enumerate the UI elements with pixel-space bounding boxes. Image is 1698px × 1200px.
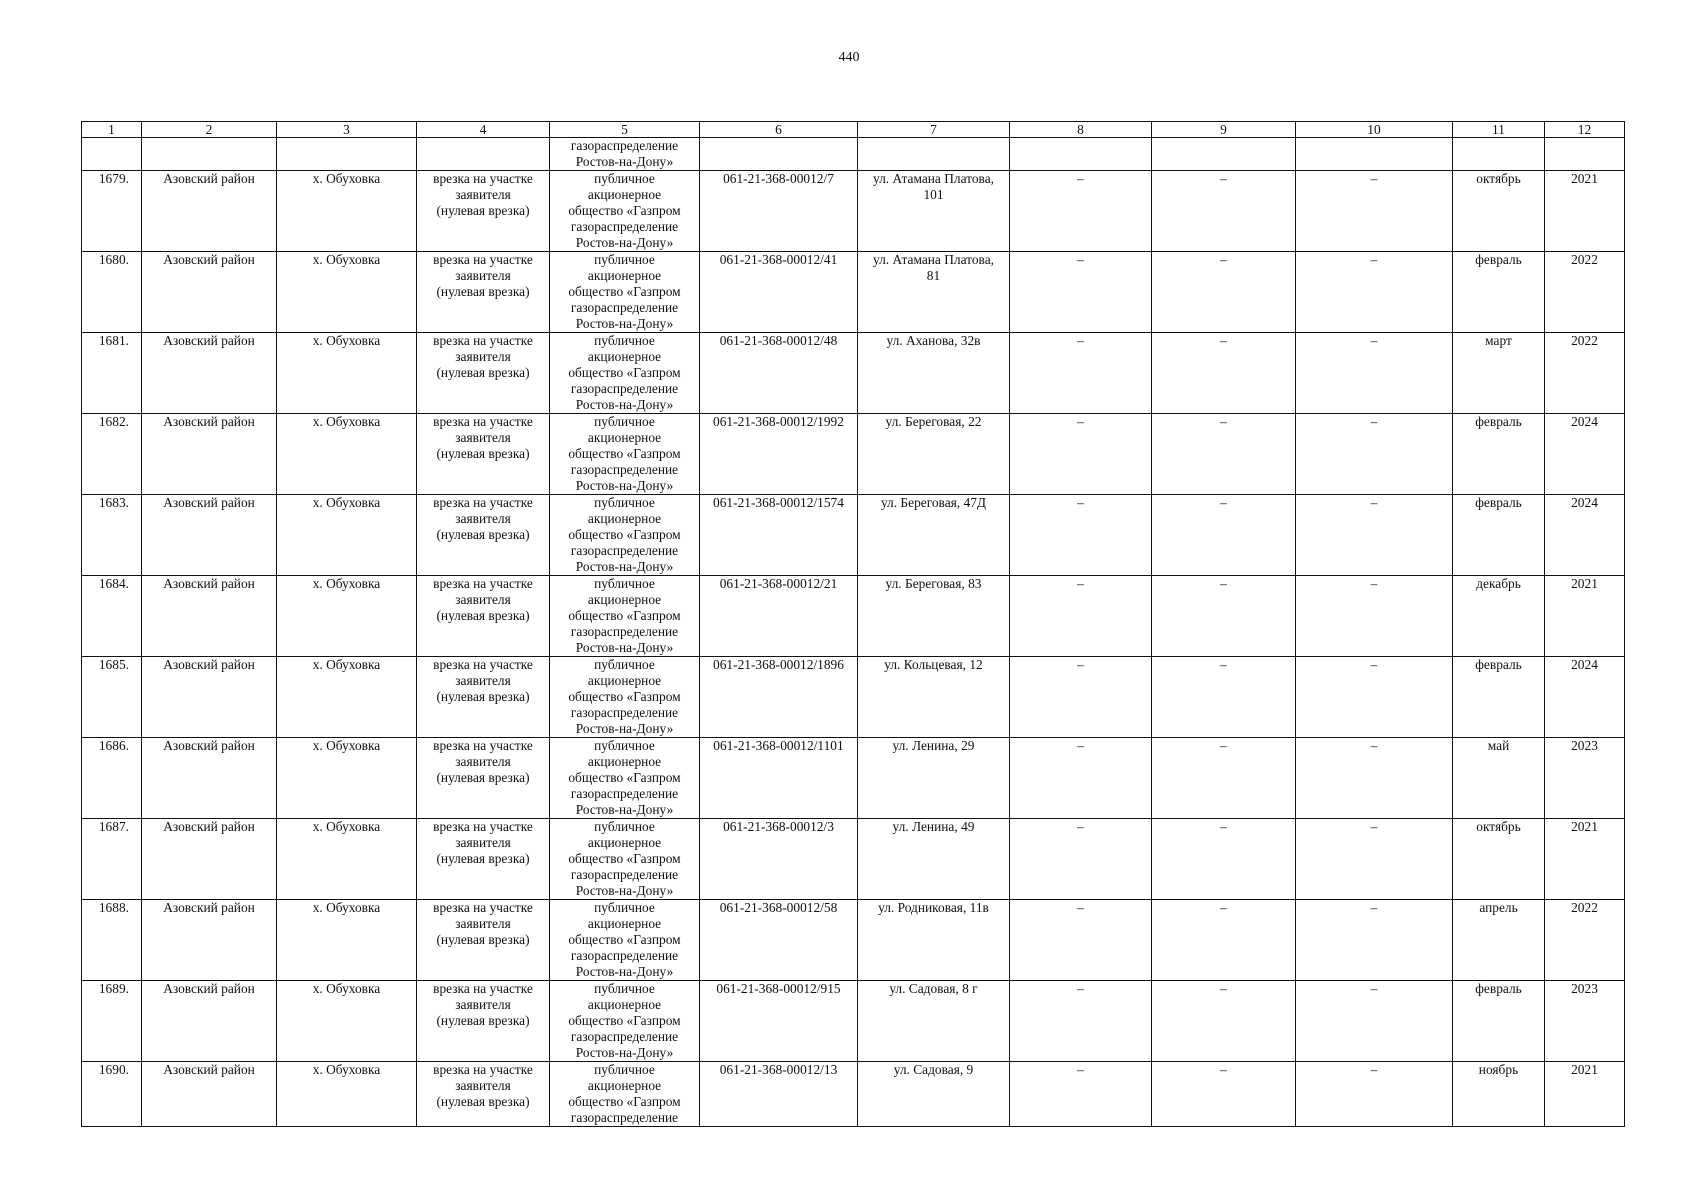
code-cell: 061-21-368-00012/13 <box>700 1062 858 1127</box>
table-row <box>82 1062 1625 1127</box>
district-cell: Азовский район <box>142 1062 277 1127</box>
table-cell <box>142 138 277 171</box>
code-cell: 061-21-368-00012/21 <box>700 576 858 657</box>
address-cell: ул. Садовая, 9 <box>858 1062 1010 1127</box>
row-number-cell: 1682. <box>82 414 142 495</box>
table-cell <box>700 138 858 171</box>
connection-method-cell: врезка на участке заявителя (нулевая врезка) <box>417 171 550 252</box>
connection-method-cell: врезка на участке заявителя (нулевая врезка) <box>417 576 550 657</box>
column-9-cell: – <box>1152 981 1296 1062</box>
column-number: 1 <box>82 122 142 138</box>
table-cell <box>82 138 142 171</box>
column-10-cell: – <box>1296 1062 1453 1127</box>
row-number-cell: 1686. <box>82 738 142 819</box>
month-cell: февраль <box>1453 414 1545 495</box>
column-8-cell: – <box>1010 900 1152 981</box>
year-cell: 2021 <box>1545 171 1625 252</box>
code-cell: 061-21-368-00012/3 <box>700 819 858 900</box>
year-cell: 2024 <box>1545 414 1625 495</box>
column-number: 10 <box>1296 122 1453 138</box>
column-10-cell: – <box>1296 738 1453 819</box>
district-cell: Азовский район <box>142 657 277 738</box>
connection-method-cell: врезка на участке заявителя (нулевая врезка) <box>417 414 550 495</box>
table-cell <box>1152 138 1296 171</box>
table-cell <box>1545 138 1625 171</box>
column-9-cell: – <box>1152 414 1296 495</box>
column-9-cell: – <box>1152 819 1296 900</box>
column-number: 12 <box>1545 122 1625 138</box>
address-cell: ул. Ленина, 49 <box>858 819 1010 900</box>
month-cell: февраль <box>1453 495 1545 576</box>
address-cell: ул. Атамана Платова, 101 <box>858 171 1010 252</box>
table-row <box>82 981 1625 1062</box>
district-cell: Азовский район <box>142 495 277 576</box>
year-cell: 2021 <box>1545 1062 1625 1127</box>
month-cell: май <box>1453 738 1545 819</box>
column-number: 7 <box>858 122 1010 138</box>
code-cell: 061-21-368-00012/48 <box>700 333 858 414</box>
connection-method-cell: врезка на участке заявителя (нулевая врезка) <box>417 981 550 1062</box>
year-cell: 2022 <box>1545 900 1625 981</box>
row-number-cell: 1689. <box>82 981 142 1062</box>
address-cell: ул. Родниковая, 11в <box>858 900 1010 981</box>
year-cell: 2024 <box>1545 495 1625 576</box>
code-cell: 061-21-368-00012/1101 <box>700 738 858 819</box>
code-cell: 061-21-368-00012/7 <box>700 171 858 252</box>
table-row <box>82 414 1625 495</box>
month-cell: февраль <box>1453 252 1545 333</box>
row-number-cell: 1690. <box>82 1062 142 1127</box>
table-row <box>82 171 1625 252</box>
column-9-cell: – <box>1152 900 1296 981</box>
row-number-cell: 1681. <box>82 333 142 414</box>
address-cell: ул. Береговая, 47Д <box>858 495 1010 576</box>
column-8-cell: – <box>1010 333 1152 414</box>
column-number: 9 <box>1152 122 1296 138</box>
settlement-cell: х. Обуховка <box>277 900 417 981</box>
organization-cell: публичное акционерное общество «Газпром газораспределение Ростов-на-Дону» <box>550 171 700 252</box>
row-number-cell: 1684. <box>82 576 142 657</box>
organization-cell: публичное акционерное общество «Газпром газораспределение Ростов-на-Дону» <box>550 333 700 414</box>
address-cell: ул. Береговая, 22 <box>858 414 1010 495</box>
column-8-cell: – <box>1010 576 1152 657</box>
column-10-cell: – <box>1296 981 1453 1062</box>
row-number-cell: 1680. <box>82 252 142 333</box>
row-number-cell: 1685. <box>82 657 142 738</box>
connection-method-cell: врезка на участке заявителя (нулевая врезка) <box>417 900 550 981</box>
district-cell: Азовский район <box>142 900 277 981</box>
organization-cell: публичное акционерное общество «Газпром газораспределение <box>550 1062 700 1127</box>
address-cell: ул. Береговая, 83 <box>858 576 1010 657</box>
column-8-cell: – <box>1010 981 1152 1062</box>
register-table <box>81 121 1625 1127</box>
connection-method-cell: врезка на участке заявителя (нулевая врезка) <box>417 657 550 738</box>
year-cell: 2023 <box>1545 981 1625 1062</box>
continuation-row <box>82 138 1625 171</box>
district-cell: Азовский район <box>142 576 277 657</box>
month-cell: октябрь <box>1453 819 1545 900</box>
table-cell <box>1453 138 1545 171</box>
month-cell: октябрь <box>1453 171 1545 252</box>
district-cell: Азовский район <box>142 171 277 252</box>
column-number: 6 <box>700 122 858 138</box>
table-row <box>82 900 1625 981</box>
column-9-cell: – <box>1152 171 1296 252</box>
column-9-cell: – <box>1152 1062 1296 1127</box>
connection-method-cell: врезка на участке заявителя (нулевая врезка) <box>417 738 550 819</box>
month-cell: февраль <box>1453 981 1545 1062</box>
connection-method-cell: врезка на участке заявителя (нулевая врезка) <box>417 252 550 333</box>
table-row <box>82 819 1625 900</box>
row-number-cell: 1687. <box>82 819 142 900</box>
table-body <box>82 122 1625 1127</box>
page-number: 440 <box>838 50 860 65</box>
month-cell: март <box>1453 333 1545 414</box>
month-cell: февраль <box>1453 657 1545 738</box>
organization-cell: публичное акционерное общество «Газпром газораспределение Ростов-на-Дону» <box>550 981 700 1062</box>
organization-cell: публичное акционерное общество «Газпром газораспределение Ростов-на-Дону» <box>550 252 700 333</box>
row-number-cell: 1679. <box>82 171 142 252</box>
table-row <box>82 657 1625 738</box>
month-cell: апрель <box>1453 900 1545 981</box>
settlement-cell: х. Обуховка <box>277 333 417 414</box>
column-number: 3 <box>277 122 417 138</box>
settlement-cell: х. Обуховка <box>277 171 417 252</box>
organization-cell: публичное акционерное общество «Газпром газораспределение Ростов-на-Дону» <box>550 738 700 819</box>
table-row <box>82 252 1625 333</box>
code-cell: 061-21-368-00012/1992 <box>700 414 858 495</box>
settlement-cell: х. Обуховка <box>277 576 417 657</box>
address-cell: ул. Аханова, 32в <box>858 333 1010 414</box>
district-cell: Азовский район <box>142 414 277 495</box>
code-cell: 061-21-368-00012/58 <box>700 900 858 981</box>
table-cell <box>417 138 550 171</box>
column-10-cell: – <box>1296 252 1453 333</box>
connection-method-cell: врезка на участке заявителя (нулевая врезка) <box>417 819 550 900</box>
column-8-cell: – <box>1010 414 1152 495</box>
row-number-cell: 1688. <box>82 900 142 981</box>
column-number: 4 <box>417 122 550 138</box>
district-cell: Азовский район <box>142 819 277 900</box>
column-9-cell: – <box>1152 495 1296 576</box>
column-10-cell: – <box>1296 576 1453 657</box>
connection-method-cell: врезка на участке заявителя (нулевая врезка) <box>417 1062 550 1127</box>
address-cell: ул. Садовая, 8 г <box>858 981 1010 1062</box>
row-number-cell: 1683. <box>82 495 142 576</box>
code-cell: 061-21-368-00012/1574 <box>700 495 858 576</box>
month-cell: декабрь <box>1453 576 1545 657</box>
column-8-cell: – <box>1010 1062 1152 1127</box>
column-9-cell: – <box>1152 252 1296 333</box>
month-cell: ноябрь <box>1453 1062 1545 1127</box>
address-cell: ул. Ленина, 29 <box>858 738 1010 819</box>
settlement-cell: х. Обуховка <box>277 657 417 738</box>
column-9-cell: – <box>1152 333 1296 414</box>
column-10-cell: – <box>1296 495 1453 576</box>
column-9-cell: – <box>1152 657 1296 738</box>
column-10-cell: – <box>1296 414 1453 495</box>
table-cell <box>277 138 417 171</box>
connection-method-cell: врезка на участке заявителя (нулевая врезка) <box>417 495 550 576</box>
column-number-row <box>82 122 1625 138</box>
column-8-cell: – <box>1010 819 1152 900</box>
table-row <box>82 576 1625 657</box>
column-8-cell: – <box>1010 171 1152 252</box>
organization-cell: публичное акционерное общество «Газпром газораспределение Ростов-на-Дону» <box>550 819 700 900</box>
organization-cell: публичное акционерное общество «Газпром газораспределение Ростов-на-Дону» <box>550 900 700 981</box>
organization-cell: публичное акционерное общество «Газпром газораспределение Ростов-на-Дону» <box>550 495 700 576</box>
table-row <box>82 495 1625 576</box>
column-8-cell: – <box>1010 738 1152 819</box>
column-10-cell: – <box>1296 333 1453 414</box>
code-cell: 061-21-368-00012/915 <box>700 981 858 1062</box>
table-cell <box>1010 138 1152 171</box>
organization-cell: публичное акционерное общество «Газпром газораспределение Ростов-на-Дону» <box>550 576 700 657</box>
table-row <box>82 333 1625 414</box>
address-cell: ул. Атамана Платова, 81 <box>858 252 1010 333</box>
district-cell: Азовский район <box>142 252 277 333</box>
column-number: 5 <box>550 122 700 138</box>
column-10-cell: – <box>1296 171 1453 252</box>
column-9-cell: – <box>1152 738 1296 819</box>
column-9-cell: – <box>1152 576 1296 657</box>
district-cell: Азовский район <box>142 738 277 819</box>
year-cell: 2022 <box>1545 252 1625 333</box>
column-10-cell: – <box>1296 900 1453 981</box>
column-10-cell: – <box>1296 657 1453 738</box>
organization-cell: публичное акционерное общество «Газпром газораспределение Ростов-на-Дону» <box>550 657 700 738</box>
year-cell: 2022 <box>1545 333 1625 414</box>
column-number: 2 <box>142 122 277 138</box>
settlement-cell: х. Обуховка <box>277 252 417 333</box>
year-cell: 2021 <box>1545 576 1625 657</box>
column-number: 11 <box>1453 122 1545 138</box>
address-cell: ул. Кольцевая, 12 <box>858 657 1010 738</box>
district-cell: Азовский район <box>142 981 277 1062</box>
table-row <box>82 738 1625 819</box>
column-number: 8 <box>1010 122 1152 138</box>
settlement-cell: х. Обуховка <box>277 495 417 576</box>
column-8-cell: – <box>1010 657 1152 738</box>
column-8-cell: – <box>1010 252 1152 333</box>
year-cell: 2021 <box>1545 819 1625 900</box>
column-8-cell: – <box>1010 495 1152 576</box>
year-cell: 2023 <box>1545 738 1625 819</box>
settlement-cell: х. Обуховка <box>277 981 417 1062</box>
code-cell: 061-21-368-00012/1896 <box>700 657 858 738</box>
table-cell <box>858 138 1010 171</box>
column-10-cell: – <box>1296 819 1453 900</box>
connection-method-cell: врезка на участке заявителя (нулевая врезка) <box>417 333 550 414</box>
organization-cell: публичное акционерное общество «Газпром газораспределение Ростов-на-Дону» <box>550 414 700 495</box>
table-cell <box>1296 138 1453 171</box>
settlement-cell: х. Обуховка <box>277 819 417 900</box>
settlement-cell: х. Обуховка <box>277 1062 417 1127</box>
district-cell: Азовский район <box>142 333 277 414</box>
code-cell: 061-21-368-00012/41 <box>700 252 858 333</box>
organization-cell: газораспределение Ростов-на-Дону» <box>550 138 700 171</box>
settlement-cell: х. Обуховка <box>277 414 417 495</box>
year-cell: 2024 <box>1545 657 1625 738</box>
settlement-cell: х. Обуховка <box>277 738 417 819</box>
